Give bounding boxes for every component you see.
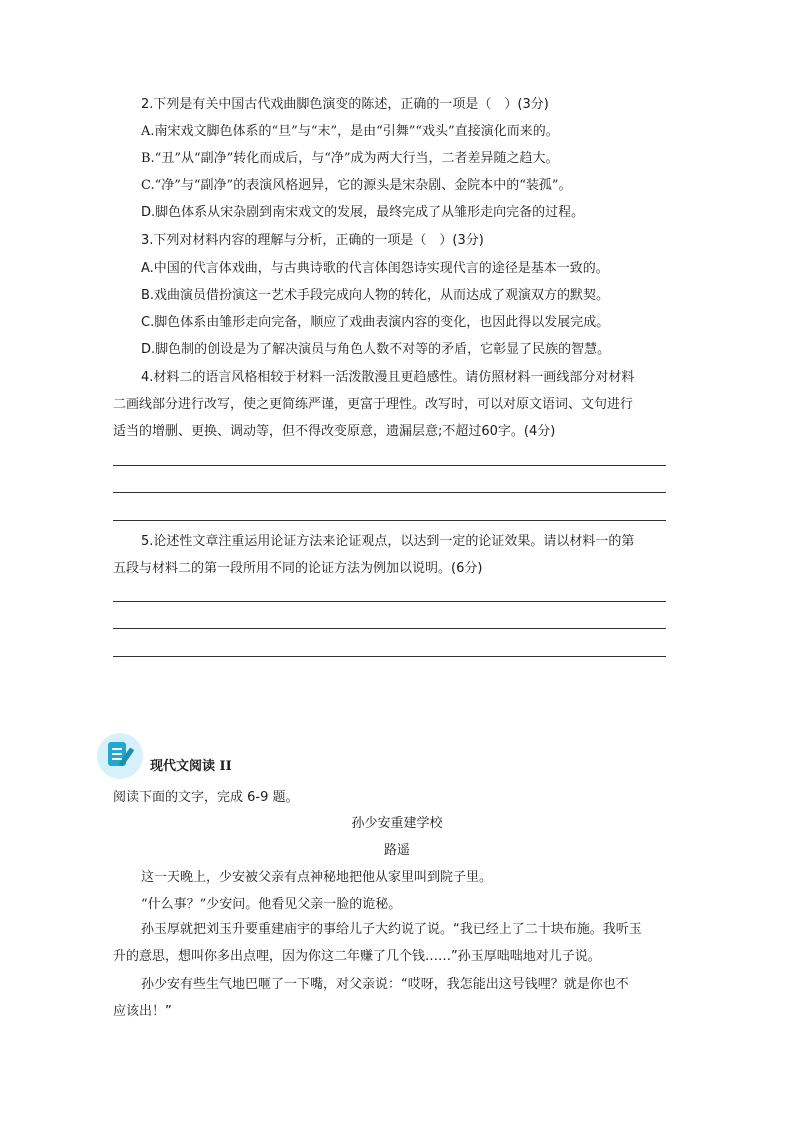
q5-line-2: 五段与材料二的第一段所用不同的论证方法为例加以说明。(6分) [113,561,483,576]
answer-line[interactable] [113,601,666,602]
q3-option-b: B.戏曲演员借扮演这一艺术手段完成向人物的转化，从而达成了观演双方的默契。 [141,288,610,303]
story-paragraph-continued: 升的意思，想叫你多出点哩，因为你这二年赚了几个钱……”孙玉厚咄咄地对儿子说。 [113,949,601,964]
q4-line-2: 二画线部分进行改写，使之更简练严谨，更富于理性。改写时，可以对原文语词、文句进行 [113,397,634,412]
q3-option-d: D.脚色制的创设是为了解决演员与角色人数不对等的矛盾，它彰显了民族的智慧。 [141,342,611,357]
answer-line[interactable] [113,520,666,521]
q2-option-b: B.“丑”从“副净”转化而成后，与“净”成为两大行当，二者差异随之趋大。 [141,151,559,166]
q4-line-3: 适当的增删、更换、调动等，但不得改变原意，遗漏层意;不超过60字。(4分) [113,424,556,439]
q3-stem: 3.下列对材料内容的理解与分析，正确的一项是（ ）(3分) [141,233,484,248]
q5-line-1: 5.论述性文章注重运用论证方法来论证观点，以达到一定的论证效果。请以材料一的第 [141,534,635,549]
q2-stem: 2.下列是有关中国古代戏曲脚色演变的陈述，正确的一项是（ ）(3分) [141,97,549,112]
story-paragraph: “什么事？”少安问。他看见父亲一脸的诡秘。 [141,897,402,912]
answer-line[interactable] [113,656,666,657]
story-title: 孙少安重建学校 [351,816,443,831]
q3-option-a: A.中国的代言体戏曲，与古典诗歌的代言体闺怨诗实现代言的途径是基本一致的。 [141,261,609,276]
answer-line[interactable] [113,628,666,629]
answer-line[interactable] [113,492,666,493]
story-paragraph: 孙少安有些生气地巴咂了一下嘴，对父亲说：“哎呀，我怎能出这号钱哩？就是你也不 [141,977,629,992]
notebook-pen-icon [97,733,143,779]
story-paragraph: 这一天晚上，少安被父亲有点神秘地把他从家里叫到院子里。 [141,870,493,885]
answer-line[interactable] [113,465,666,466]
section-title: 现代文阅读 II [150,759,232,774]
q2-option-a: A.南宋戏文脚色体系的“旦”与“末”，是由“引舞”“戏头”直接演化而来的。 [141,124,559,139]
story-paragraph-continued: 应该出！” [113,1004,172,1019]
q4-line-1: 4.材料二的语言风格相较于材料一活泼散漫且更趋感性。请仿照材料一画线部分对材料 [141,370,635,385]
q2-option-d: D.脚色体系从宋杂剧到南宋戏文的发展，最终完成了从雏形走向完备的过程。 [141,205,585,220]
q3-option-c: C.脚色体系由雏形走向完备，顺应了戏曲表演内容的变化，也因此得以发展完成。 [141,315,610,330]
q2-option-c: C.“净”与“副净”的表演风格迥异，它的源头是宋杂剧、金院本中的“装孤”。 [141,178,572,193]
story-paragraph: 孙玉厚就把刘玉升要重建庙宇的事给儿子大约说了说。“我已经上了二十块布施。我听玉 [141,922,642,937]
story-author: 路遥 [383,843,410,858]
section-instruction: 阅读下面的文字，完成 6-9 题。 [113,790,299,805]
